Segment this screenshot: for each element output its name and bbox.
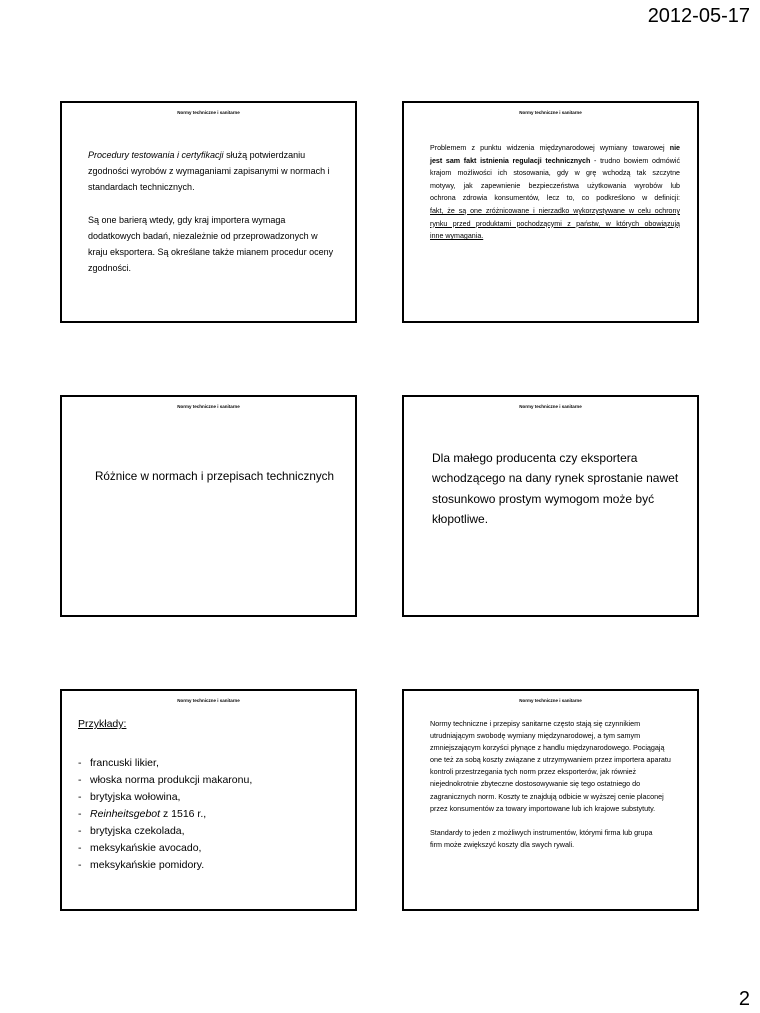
list-item-text: francuski likier, xyxy=(90,757,159,769)
text-line: utrudniającym swobodę wymiany międzynarodowej, a tym samym xyxy=(430,731,641,741)
text-run: służą potwierdzaniu xyxy=(223,150,306,160)
list-item-text: meksykańskie avocado, xyxy=(90,842,202,854)
list-item xyxy=(78,823,252,840)
slide-title: Normy techniczne i sanitarne xyxy=(177,698,240,703)
text-run: kraju eksportera. Są określane także mianem procedur oceny xyxy=(88,247,334,257)
text-line: zmniejszającym korzyści płynące z handlu międzynarodowego. Pociągają xyxy=(430,743,665,753)
slide-title: Normy techniczne i sanitarne xyxy=(519,698,582,703)
text-line xyxy=(88,147,333,163)
list-item-text: brytyjska wołowina, xyxy=(90,791,181,803)
bullet-dash: - xyxy=(78,825,82,837)
text-line xyxy=(430,192,680,205)
slide-title: Normy techniczne i sanitarne xyxy=(519,404,582,409)
text-run: dodatkowych badań, niezależnie od przeprowadzonych w xyxy=(88,231,318,241)
text-line: kłopotliwe. xyxy=(432,511,489,526)
text-line xyxy=(430,167,680,180)
italic-text: Procedury testowania i certyfikacji xyxy=(88,150,224,160)
text-line: przez konsumentów za towary importowane lub ich krajowe substytuty. xyxy=(430,803,656,813)
bullet-dash: - xyxy=(78,859,82,871)
text-run: Są one barierą wtedy, gdy kraj importera wymaga xyxy=(88,215,286,225)
list-item xyxy=(78,806,252,823)
bullet-dash: - xyxy=(78,842,82,854)
slide-body xyxy=(430,142,680,243)
text-run: ochrona zdrowia konsumentów, lecz to, co podkreślono w definicji: xyxy=(430,194,680,203)
underlined-text: fakt, że są one zróżnicowane i nierzadko wykorzystywane w celu ochrony xyxy=(430,206,680,215)
slide-body xyxy=(88,147,333,276)
page-number: 2 xyxy=(738,988,750,1010)
bullet-dash: - xyxy=(78,808,82,820)
text-run: krajom możliwości ich stosowania, gdy w grę wchodzą tak szczytne xyxy=(430,169,680,178)
slide-5 xyxy=(60,689,357,911)
slide-1 xyxy=(60,101,357,323)
slide-heading: Przykłady: xyxy=(78,718,127,730)
slide-title: Normy techniczne i sanitarne xyxy=(177,110,240,115)
text-line: zagranicznych norm. Koszty te znajdują odbicie w wyższej cenie placonej xyxy=(430,791,664,801)
text-line: kontroli przestrzegania tych norm przez eksporterów, jak również xyxy=(430,767,637,777)
bullet-dash: - xyxy=(78,791,82,803)
text-line xyxy=(88,228,333,244)
text-run: motywy, jak zapewnienie bezpieczeństwa użytkowania wyrobów lub xyxy=(430,181,680,190)
slide-3 xyxy=(60,395,357,617)
bullet-dash: - xyxy=(78,757,82,769)
list-item-text: meksykańskie pomidory. xyxy=(90,859,205,871)
date-stamp: 2012-05-17 xyxy=(647,5,750,27)
list-item xyxy=(78,772,252,789)
text-line xyxy=(430,155,680,168)
text-line: stosunkowo prostym wymogom może być xyxy=(432,491,655,506)
text-line xyxy=(88,179,333,195)
text-line: wchodzącego na dany rynek sprostanie nawet xyxy=(432,471,679,486)
slide-body xyxy=(430,718,671,851)
text-line: Standardy to jeden z możliwych instrumentów, którymi firma lub grupa xyxy=(430,827,653,837)
italic-text: Reinheitsgebot xyxy=(90,808,161,820)
list-item-text: włoska norma produkcji makaronu, xyxy=(90,774,253,786)
text-line xyxy=(430,230,680,243)
underlined-text: inne wymagania. xyxy=(430,232,484,241)
list-item-text: brytyjska czekolada, xyxy=(90,825,185,837)
slide-2 xyxy=(402,101,699,323)
text-line: niejednokrotnie zbyteczne dostosowywanie się tego ostatniego do xyxy=(430,779,641,789)
text-run: zgodności wyrobów z wymaganiami zapisanymi w normach i xyxy=(88,166,330,176)
text-line xyxy=(430,142,680,155)
slide-heading: Różnice w normach i przepisach technicznych xyxy=(94,470,335,483)
text-run: - trudno bowiem odmówić xyxy=(590,156,680,165)
slide-body xyxy=(432,448,678,529)
underlined-text: rynku przed produktami pochodzącymi z państw, w których obowiązują xyxy=(430,219,680,228)
text-run: zgodności. xyxy=(88,263,132,273)
bold-text: nie xyxy=(669,144,680,152)
list-item xyxy=(78,840,252,857)
slide-title: Normy techniczne i sanitarne xyxy=(177,404,240,409)
text-line: one też za sobą koszty związane z utrzymywaniem przez importera aparatu xyxy=(430,755,671,765)
list-item xyxy=(78,789,252,806)
text-line xyxy=(88,244,333,260)
slide-6 xyxy=(402,689,699,911)
bold-text: jest sam fakt istnienia regulacji technicznych xyxy=(430,156,591,165)
bullet-dash: - xyxy=(78,774,82,786)
text-run: Problemem z punktu widzenia międzynarodowej wymiany towarowej xyxy=(430,144,670,152)
text-line xyxy=(430,205,680,218)
examples-list xyxy=(78,755,252,874)
text-line xyxy=(88,163,333,179)
list-item-text: z 1516 r., xyxy=(160,808,207,820)
text-line: Normy techniczne i przepisy sanitarne często stają się czynnikiem xyxy=(430,719,641,728)
text-run: standardach technicznych. xyxy=(88,182,195,192)
text-line xyxy=(88,212,333,228)
text-line xyxy=(88,260,333,276)
slide-4 xyxy=(402,395,699,617)
text-line xyxy=(430,218,680,231)
list-item xyxy=(78,857,252,874)
text-line xyxy=(430,180,680,193)
list-item xyxy=(78,755,252,772)
slide-title: Normy techniczne i sanitarne xyxy=(519,110,582,115)
text-line: Dla małego producenta czy eksportera xyxy=(432,451,638,465)
text-line: firm może zwiększyć koszty dla swych rywali. xyxy=(430,839,575,849)
